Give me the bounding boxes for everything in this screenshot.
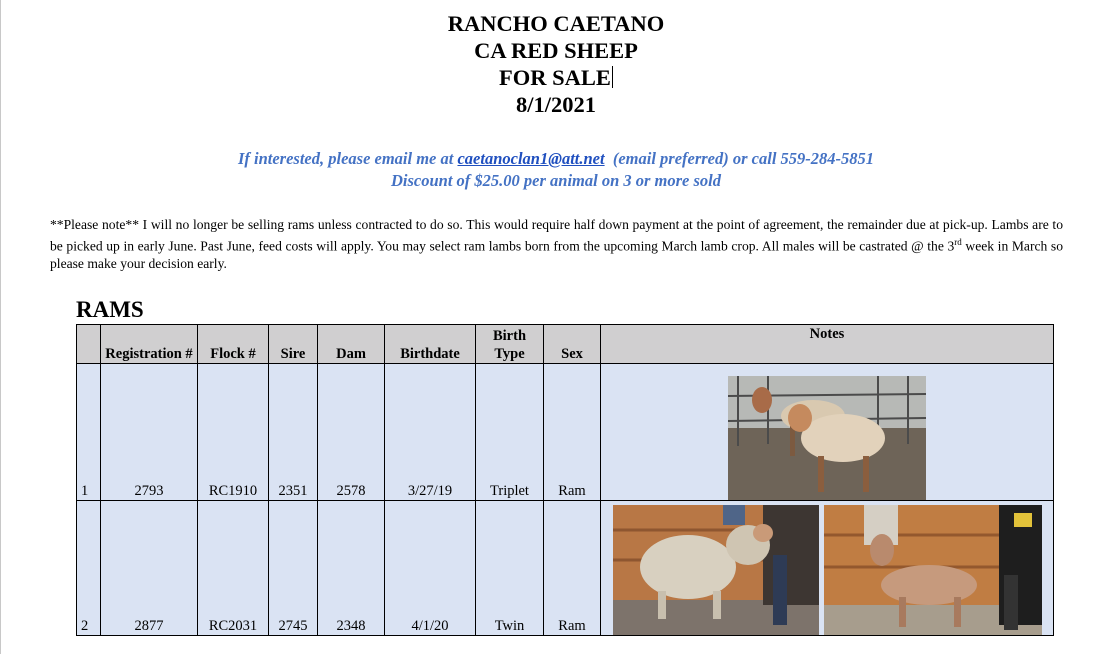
col-registration-header: Registration # bbox=[101, 325, 198, 364]
row-flock: RC2031 bbox=[198, 501, 269, 636]
sale-status: FOR SALE bbox=[499, 65, 611, 90]
page-header bbox=[0, 10, 1112, 118]
col-sex-header: Sex bbox=[544, 325, 601, 364]
row-notes bbox=[601, 364, 1054, 501]
row-dam: 2578 bbox=[318, 364, 385, 501]
row-flock: RC1910 bbox=[198, 364, 269, 501]
row-dam: 2348 bbox=[318, 501, 385, 636]
row-birth-type: Triplet bbox=[476, 364, 544, 501]
table-row bbox=[77, 364, 1054, 501]
row-birthdate: 4/1/20 bbox=[385, 501, 476, 636]
row-notes bbox=[601, 501, 1054, 636]
wooly-ram-photo-icon bbox=[613, 505, 819, 635]
row-sex: Ram bbox=[544, 501, 601, 636]
col-notes-header: Notes bbox=[601, 325, 1054, 364]
contact-prefix: If interested, please email me at bbox=[237, 149, 454, 168]
note-ordinal: rd bbox=[954, 236, 962, 247]
col-num-header bbox=[77, 325, 101, 364]
col-sire-header: Sire bbox=[269, 325, 318, 364]
photo-group bbox=[604, 374, 1050, 500]
ranch-name: RANCHO CAETANO bbox=[447, 11, 665, 36]
row-registration: 2877 bbox=[101, 501, 198, 636]
row-num: 1 bbox=[77, 364, 101, 501]
contact-line bbox=[0, 148, 1112, 170]
text-cursor bbox=[612, 66, 613, 88]
row-birth-type: Twin bbox=[476, 501, 544, 636]
note-text: **Please note** I will no longer be selling rams unless contracted to do so. This would require half down payment at the point of agreement, the remainder due at pick-up. Lambs are to be picked up in early June. Past June, feed costs will apply. You may select ram lambs born from the upcoming March lamb crop. All males will be castrated @ the 3 bbox=[50, 217, 1063, 254]
row-sex: Ram bbox=[544, 364, 601, 501]
contact-info bbox=[0, 148, 1112, 192]
row-sire: 2745 bbox=[269, 501, 318, 636]
row-sire: 2351 bbox=[269, 364, 318, 501]
row-birthdate: 3/27/19 bbox=[385, 364, 476, 501]
row-registration: 2793 bbox=[101, 364, 198, 501]
breed-title: CA RED SHEEP bbox=[474, 38, 638, 63]
sale-date: 8/1/2021 bbox=[515, 92, 596, 117]
discount-line: Discount of $25.00 per animal on 3 or more sold bbox=[390, 171, 722, 190]
col-birthdate-header: Birthdate bbox=[385, 325, 476, 364]
photo-group bbox=[604, 503, 1050, 635]
rams-table bbox=[76, 324, 1054, 636]
ram-sheep-photo-icon bbox=[728, 376, 926, 500]
table-row bbox=[77, 501, 1054, 636]
col-flock-header: Flock # bbox=[198, 325, 269, 364]
sale-note bbox=[50, 216, 1063, 272]
rams-title: RAMS bbox=[76, 297, 144, 322]
row-num: 2 bbox=[77, 501, 101, 636]
email-link[interactable]: caetanoclan1@att.net bbox=[457, 149, 605, 168]
sale-status-line bbox=[0, 64, 1112, 91]
col-birth-type-header: Birth Type bbox=[476, 325, 544, 364]
shorn-ram-photo-icon bbox=[824, 505, 1042, 635]
contact-suffix: (email preferred) or call 559-284-5851 bbox=[612, 149, 875, 168]
note-text-end: week in March so please make your decision early. bbox=[50, 238, 1063, 271]
col-dam-header: Dam bbox=[318, 325, 385, 364]
table-header-row bbox=[77, 325, 1054, 364]
